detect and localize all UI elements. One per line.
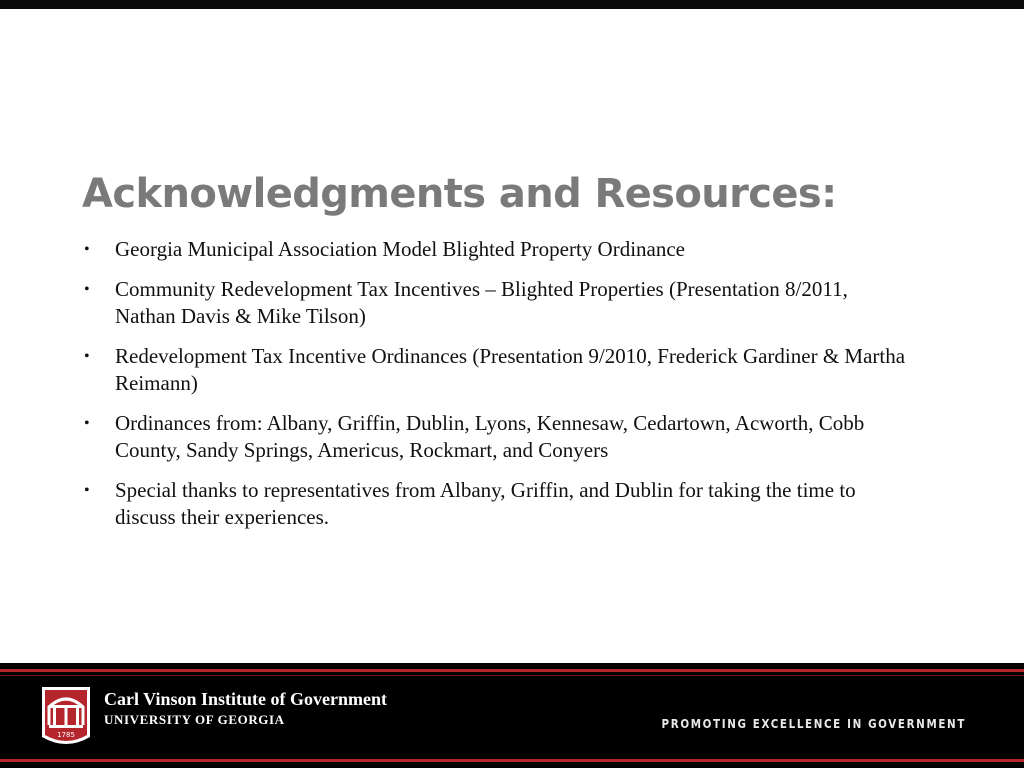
slide-title: Acknowledgments and Resources:: [82, 171, 837, 217]
logo-year: 1785: [57, 731, 75, 739]
bullet-text: Ordinances from: Albany, Griffin, Dublin, Lyons, Kennesaw, Cedartown, Acworth, Cobb County, Sandy Springs, Americus, Rockmart, and Conyers: [115, 411, 865, 462]
bullet-item: [82, 410, 912, 464]
bullet-glyph: •: [84, 281, 90, 298]
bullet-item: [82, 236, 912, 263]
top-border-bar: [0, 0, 1024, 9]
bullet-text: Special thanks to representatives from Albany, Griffin, and Dublin for taking the time to discuss their experiences.: [115, 478, 856, 529]
org-name: Carl Vinson Institute of Government: [104, 689, 387, 709]
bullet-glyph: •: [84, 482, 90, 499]
footer-top-stripe-thin: [0, 675, 1024, 676]
footer-bar: [0, 663, 1024, 768]
bullet-list: [82, 236, 912, 544]
org-subtitle: UNIVERSITY OF GEORGIA: [104, 712, 285, 727]
bullet-text: Redevelopment Tax Incentive Ordinances (Presentation 9/2010, Frederick Gardiner & Martha Reimann): [115, 344, 906, 395]
bullet-glyph: •: [84, 348, 90, 365]
bullet-text: Community Redevelopment Tax Incentives – Blighted Properties (Presentation 8/2011, Nathan Davis & Mike Tilson): [115, 277, 848, 328]
footer-tagline: PROMOTING EXCELLENCE IN GOVERNMENT: [661, 717, 966, 731]
bullet-item: [82, 276, 912, 330]
footer-top-stripe: [0, 669, 1024, 672]
footer-bottom-stripe: [0, 759, 1024, 762]
arch-icon: [40, 685, 92, 751]
bullet-item: [82, 343, 912, 397]
bullet-glyph: •: [84, 415, 90, 432]
bullet-item: [82, 477, 912, 531]
bullet-glyph: •: [84, 241, 90, 258]
bullet-text: Georgia Municipal Association Model Blighted Property Ordinance: [115, 237, 686, 261]
